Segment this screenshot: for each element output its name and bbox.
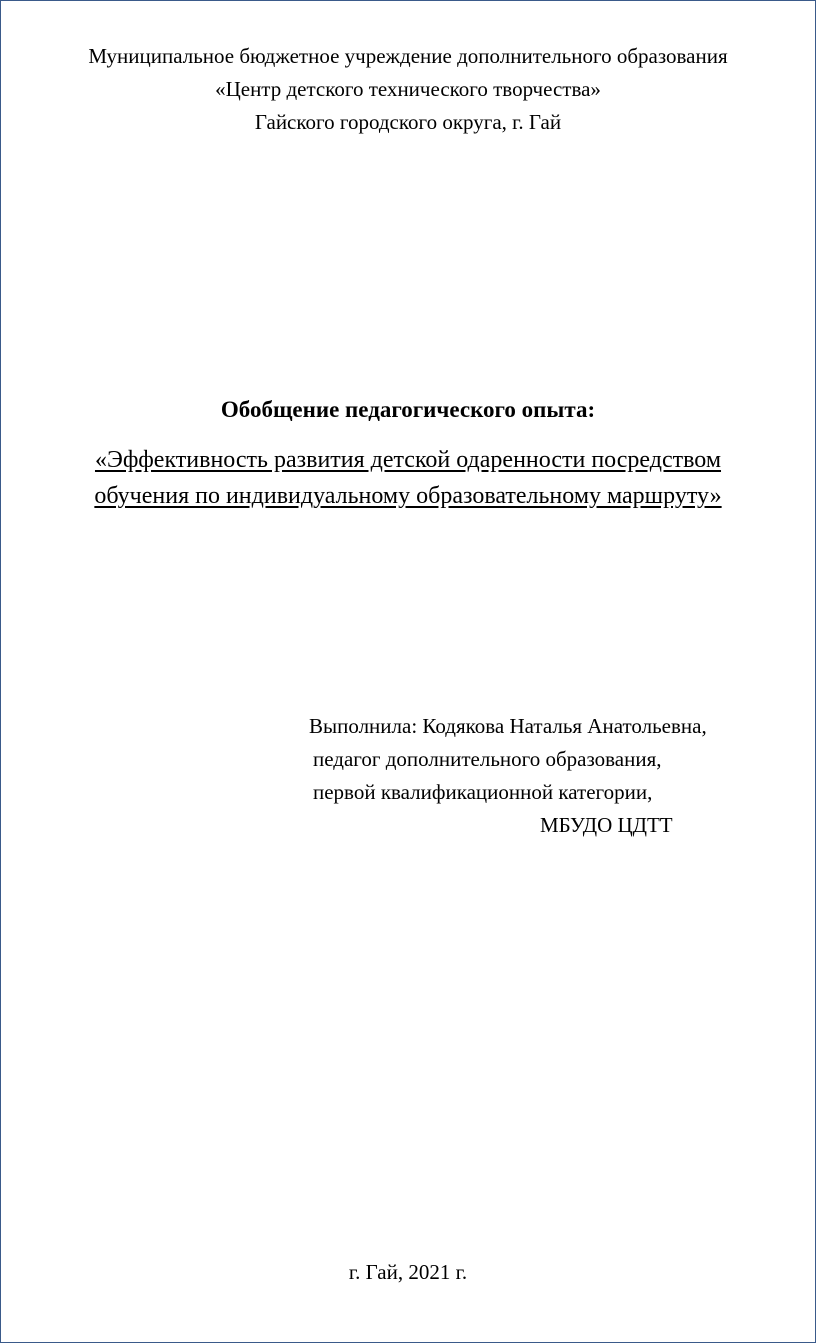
- institution-line-1: Муниципальное бюджетное учреждение дополнительного образования: [88, 44, 728, 68]
- institution-line-3: Гайского городского округа, г. Гай: [254, 110, 562, 134]
- document-subtitle: [40, 442, 776, 514]
- author-position-line: педагог дополнительного образования,: [313, 747, 662, 771]
- institution-header: [0, 40, 816, 139]
- document-title: Обобщение педагогического опыта:: [220, 397, 596, 422]
- place-and-year: г. Гай, 2021 г.: [348, 1260, 468, 1284]
- subtitle-line-2: обучения по индивидуальному образовательному маршруту»: [94, 483, 722, 509]
- author-organization-line: МБУДО ЦДТТ: [540, 813, 673, 837]
- author-category-line: первой квалификационной категории,: [313, 780, 653, 804]
- institution-line-2: «Центр детского технического творчества»: [215, 77, 601, 101]
- author-name-line: Выполнила: Кодякова Наталья Анатольевна,: [309, 714, 707, 738]
- subtitle-line-1: «Эффективность развития детской одаренности посредством: [94, 447, 722, 473]
